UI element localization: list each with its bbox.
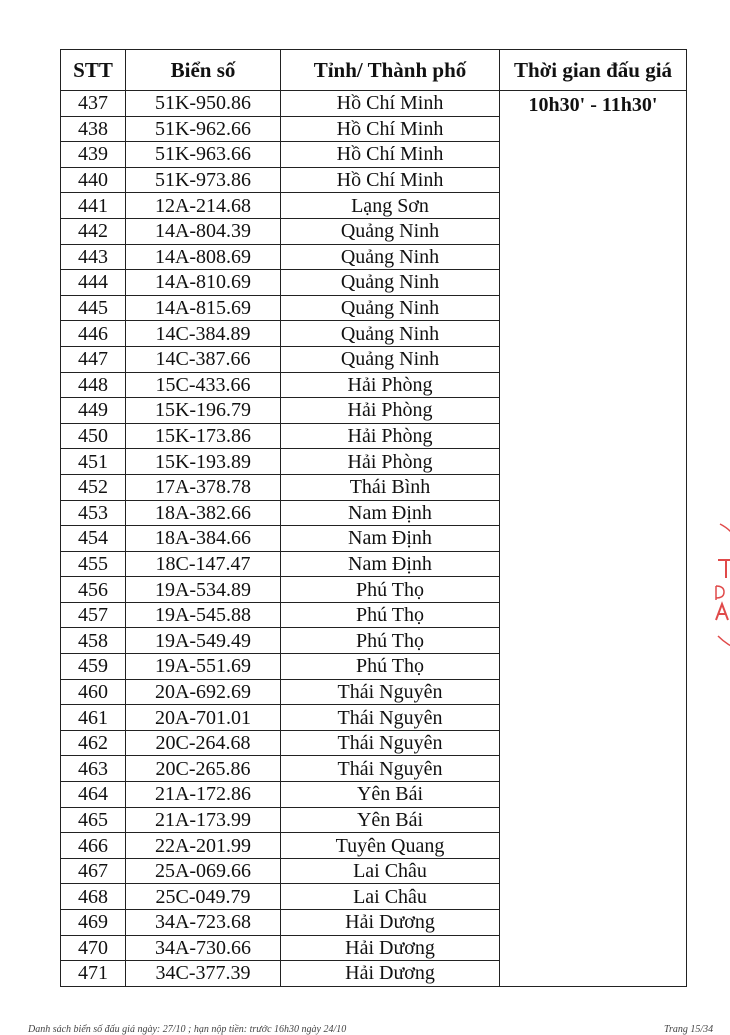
cell-stt: 469 [61,910,126,936]
cell-province: Hải Phòng [281,372,500,398]
cell-stt: 462 [61,730,126,756]
cell-plate: 19A-534.89 [126,577,281,603]
cell-province: Hải Dương [281,910,500,936]
cell-province: Quảng Ninh [281,270,500,296]
cell-stt: 452 [61,474,126,500]
cell-stt: 455 [61,551,126,577]
table-body [61,91,687,987]
cell-stt: 450 [61,423,126,449]
cell-plate: 18A-384.66 [126,526,281,552]
cell-plate: 19A-551.69 [126,654,281,680]
cell-stt: 449 [61,398,126,424]
cell-province: Hồ Chí Minh [281,116,500,142]
cell-province: Quảng Ninh [281,218,500,244]
cell-plate: 14A-810.69 [126,270,281,296]
cell-plate: 20C-265.86 [126,756,281,782]
cell-stt: 438 [61,116,126,142]
cell-plate: 15C-433.66 [126,372,281,398]
cell-plate: 51K-950.86 [126,91,281,117]
cell-province: Lạng Sơn [281,193,500,219]
cell-stt: 456 [61,577,126,603]
cell-province: Lai Châu [281,884,500,910]
plate-auction-table [60,49,687,987]
cell-plate: 14A-808.69 [126,244,281,270]
cell-plate: 20C-264.68 [126,730,281,756]
cell-stt: 439 [61,142,126,168]
cell-province: Thái Nguyên [281,756,500,782]
cell-province: Hồ Chí Minh [281,142,500,168]
red-stamp-fragment [712,520,730,660]
cell-plate: 15K-193.89 [126,449,281,475]
cell-plate: 14A-804.39 [126,218,281,244]
cell-stt: 458 [61,628,126,654]
cell-plate: 19A-545.88 [126,602,281,628]
cell-plate: 19A-549.49 [126,628,281,654]
cell-province: Hải Phòng [281,398,500,424]
cell-stt: 457 [61,602,126,628]
cell-stt: 459 [61,654,126,680]
cell-province: Nam Định [281,551,500,577]
cell-plate: 15K-173.86 [126,423,281,449]
table-header-row [61,50,687,91]
cell-stt: 460 [61,679,126,705]
cell-plate: 25A-069.66 [126,858,281,884]
cell-province: Tuyên Quang [281,833,500,859]
cell-stt: 444 [61,270,126,296]
cell-stt: 466 [61,833,126,859]
cell-plate: 51K-973.86 [126,167,281,193]
cell-plate: 21A-173.99 [126,807,281,833]
cell-stt: 463 [61,756,126,782]
cell-province: Hải Phòng [281,423,500,449]
cell-stt: 437 [61,91,126,117]
cell-plate: 51K-963.66 [126,142,281,168]
cell-province: Thái Bình [281,474,500,500]
page-number: Trang 15/34 [664,1024,714,1035]
cell-plate: 18C-147.47 [126,551,281,577]
cell-plate: 21A-172.86 [126,782,281,808]
cell-stt: 454 [61,526,126,552]
cell-stt: 471 [61,961,126,987]
cell-plate: 14C-384.89 [126,321,281,347]
cell-province: Phú Thọ [281,577,500,603]
cell-stt: 461 [61,705,126,731]
cell-province: Nam Định [281,526,500,552]
cell-plate: 34C-377.39 [126,961,281,987]
cell-stt: 440 [61,167,126,193]
cell-plate: 14A-815.69 [126,295,281,321]
cell-stt: 451 [61,449,126,475]
cell-province: Quảng Ninh [281,295,500,321]
cell-stt: 446 [61,321,126,347]
cell-province: Hải Dương [281,935,500,961]
cell-province: Yên Bái [281,782,500,808]
cell-stt: 443 [61,244,126,270]
cell-stt: 453 [61,500,126,526]
cell-province: Quảng Ninh [281,321,500,347]
footer-note: Danh sách biển số đấu giá ngày: 27/10 ; hạn nộp tiền: trước 16h30 ngày 24/10 [28,1024,347,1035]
cell-province: Hồ Chí Minh [281,167,500,193]
cell-province: Thái Nguyên [281,730,500,756]
cell-province: Quảng Ninh [281,244,500,270]
cell-province: Quảng Ninh [281,346,500,372]
cell-province: Phú Thọ [281,602,500,628]
cell-province: Nam Định [281,500,500,526]
cell-province: Lai Châu [281,858,500,884]
cell-plate: 20A-701.01 [126,705,281,731]
cell-stt: 468 [61,884,126,910]
cell-plate: 34A-730.66 [126,935,281,961]
cell-plate: 51K-962.66 [126,116,281,142]
cell-stt: 465 [61,807,126,833]
cell-plate: 15K-196.79 [126,398,281,424]
cell-plate: 14C-387.66 [126,346,281,372]
cell-stt: 445 [61,295,126,321]
cell-province: Phú Thọ [281,654,500,680]
header-time: Thời gian đấu giá [500,50,687,91]
cell-stt: 464 [61,782,126,808]
cell-province: Hồ Chí Minh [281,91,500,117]
cell-stt: 447 [61,346,126,372]
cell-stt: 448 [61,372,126,398]
cell-stt: 467 [61,858,126,884]
cell-province: Thái Nguyên [281,705,500,731]
cell-province: Thái Nguyên [281,679,500,705]
header-plate: Biển số [126,50,281,91]
cell-plate: 18A-382.66 [126,500,281,526]
auction-time-cell: 10h30' - 11h30' [500,91,687,987]
cell-plate: 22A-201.99 [126,833,281,859]
table-row [61,91,687,117]
cell-plate: 34A-723.68 [126,910,281,936]
cell-plate: 17A-378.78 [126,474,281,500]
cell-stt: 441 [61,193,126,219]
cell-plate: 25C-049.79 [126,884,281,910]
cell-plate: 20A-692.69 [126,679,281,705]
cell-plate: 12A-214.68 [126,193,281,219]
cell-stt: 442 [61,218,126,244]
cell-province: Hải Dương [281,961,500,987]
header-province: Tỉnh/ Thành phố [281,50,500,91]
cell-province: Yên Bái [281,807,500,833]
cell-province: Hải Phòng [281,449,500,475]
header-stt: STT [61,50,126,91]
cell-stt: 470 [61,935,126,961]
cell-province: Phú Thọ [281,628,500,654]
